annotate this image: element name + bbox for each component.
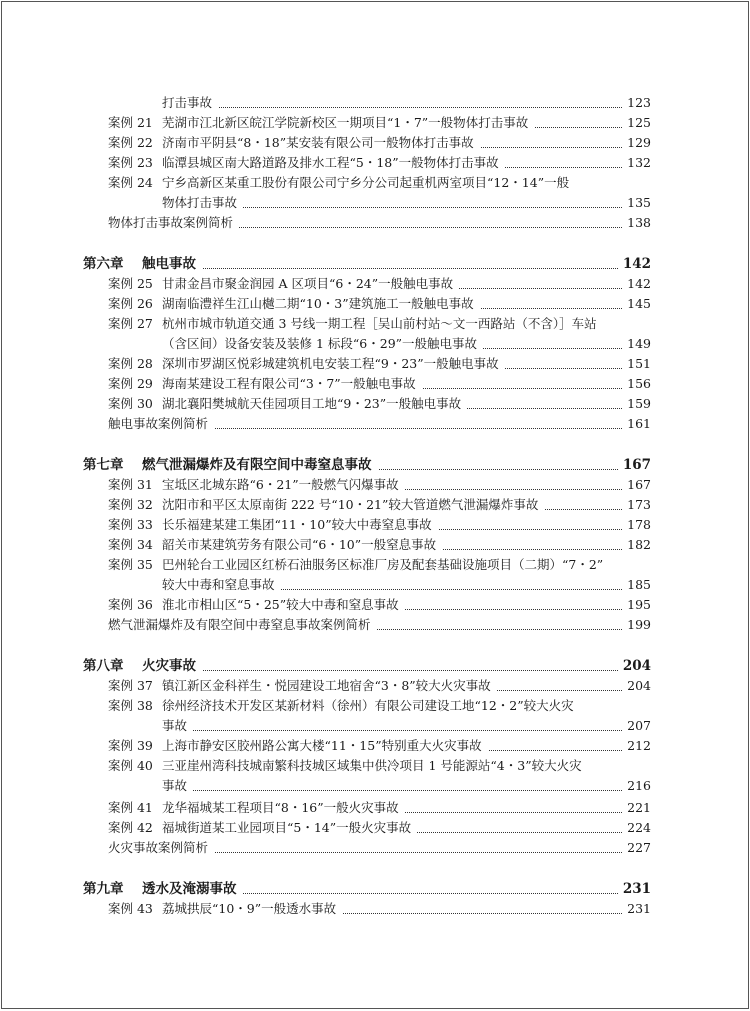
entry-title: （含区间）设备安装及装修 1 标段“6・29”一般触电事故 [162, 334, 483, 354]
entry-title: 燃气泄漏爆炸及有限空间中毒窒息事故案例简析 [108, 615, 377, 635]
chapter-label: 第六章 [83, 256, 124, 272]
chapter-label: 第九章 [83, 881, 124, 897]
entry-title: 宝坻区北城东路“6・21”一般燃气闪爆事故 [162, 475, 405, 495]
page-number: 167 [622, 475, 651, 495]
dot-leader [162, 770, 648, 791]
case-label: 案例 39 [108, 738, 153, 753]
case-label: 案例 38 [108, 698, 153, 713]
page-number: 224 [622, 818, 651, 838]
entry-title: 上海市静安区胶州路公寓大楼“11・15”特别重大火灾事故 [162, 736, 488, 756]
entry-title: 较大中毒和窒息事故 [162, 575, 281, 595]
entry-title: 事故 [162, 776, 193, 796]
page-number: 199 [622, 615, 651, 635]
page-number: 231 [618, 879, 651, 899]
entry-title: 打击事故 [162, 93, 218, 113]
case-label: 案例 35 [108, 557, 153, 572]
chapter-title: 透水及淹溺事故 [142, 879, 243, 899]
chapter-title: 燃气泄漏爆炸及有限空间中毒窒息事故 [142, 455, 378, 475]
case-label: 案例 41 [108, 800, 153, 815]
entry-title: 宁乡高新区某重工股份有限公司宁乡分公司起重机两室项目“12・14”一般 [162, 173, 575, 193]
entry-title: 物体打击事故 [162, 193, 243, 213]
entry-title: 龙华福城某工程项目“8・16”一般火灾事故 [162, 798, 405, 818]
case-label: 案例 29 [108, 376, 153, 391]
chapter-title: 触电事故 [142, 254, 202, 274]
toc-entry[interactable] [2, 899, 748, 919]
summary-row[interactable] [2, 615, 748, 635]
case-label: 案例 24 [108, 175, 153, 190]
entry-title: 徐州经济技术开发区某新材料（徐州）有限公司建设工地“12・2”较大火灾 [162, 696, 580, 716]
page-number: 159 [622, 394, 651, 414]
page-number: 123 [622, 93, 651, 113]
chapter-label: 第七章 [83, 457, 124, 473]
table-of-contents [2, 2, 748, 1008]
case-label: 案例 40 [108, 758, 153, 773]
entry-title: 物体打击事故案例简析 [108, 213, 239, 233]
page-number: 231 [622, 899, 651, 919]
case-label: 案例 22 [108, 135, 153, 150]
entry-title: 福城街道某工业园项目“5・14”一般火灾事故 [162, 818, 417, 838]
entry-title: 韶关市某建筑劳务有限公司“6・10”一般窒息事故 [162, 535, 442, 555]
entry-title: 巴州轮台工业园区红桥石油服务区标准厂房及配套基础设施项目（二期）“7・2” [162, 555, 609, 575]
entry-title: 济南市平阴县“8・18”某安装有限公司一般物体打击事故 [162, 133, 480, 153]
page-number: 182 [622, 535, 651, 555]
page-number: 161 [622, 414, 651, 434]
page-number: 212 [622, 736, 651, 756]
case-label: 案例 25 [108, 276, 153, 291]
entry-title: 甘肃金昌市聚金润园 A 区项目“6・24”一般触电事故 [162, 274, 459, 294]
case-label: 案例 32 [108, 497, 153, 512]
entry-title: 事故 [162, 716, 193, 736]
entry-title: 火灾事故案例简析 [108, 838, 214, 858]
case-label: 案例 34 [108, 537, 153, 552]
dot-leader [162, 87, 648, 108]
toc-entry[interactable] [2, 153, 748, 173]
entry-title: 沈阳市和平区太原南街 222 号“10・21”较大管道燃气泄漏爆炸事故 [162, 495, 544, 515]
entry-title: 触电事故案例简析 [108, 414, 214, 434]
case-label: 案例 30 [108, 396, 153, 411]
toc-entry[interactable] [2, 736, 748, 756]
dot-leader [142, 248, 648, 269]
chapter-label: 第八章 [83, 658, 124, 674]
toc-entry[interactable] [2, 294, 748, 314]
page-number: 173 [622, 495, 651, 515]
case-label: 案例 27 [108, 316, 153, 331]
page-number: 185 [622, 575, 651, 595]
page-number: 138 [622, 213, 651, 233]
toc-entry[interactable] [2, 535, 748, 555]
case-label: 案例 42 [108, 820, 153, 835]
toc-page [1, 1, 749, 1009]
case-label: 案例 26 [108, 296, 153, 311]
entry-title: 湖北襄阳樊城航天佳园项目工地“9・23”一般触电事故 [162, 394, 467, 414]
case-label: 案例 37 [108, 678, 153, 693]
case-label: 案例 28 [108, 356, 153, 371]
entry-title: 淮北市相山区“5・25”较大中毒和窒息事故 [162, 595, 405, 615]
toc-entry[interactable] [2, 676, 748, 696]
case-label: 案例 21 [108, 115, 153, 130]
entry-title: 杭州市城市轨道交通 3 号线一期工程［吴山前村站～文一西路站（不含）］车站 [162, 314, 603, 334]
page-number: 142 [622, 274, 651, 294]
entry-title: 深圳市罗湖区悦彩城建筑机电安装工程“9・23”一般触电事故 [162, 354, 505, 374]
page-number: 145 [622, 294, 651, 314]
case-label: 案例 23 [108, 155, 153, 170]
page-number: 195 [622, 595, 651, 615]
entry-title: 镇江新区金科祥生・悦园建设工地宿舍“3・8”较大火灾事故 [162, 676, 497, 696]
page-number: 216 [622, 776, 651, 796]
chapter-title: 火灾事故 [142, 656, 202, 676]
summary-row[interactable] [2, 213, 748, 233]
page-number: 204 [618, 656, 651, 676]
dot-leader [162, 710, 648, 731]
page-number: 156 [622, 374, 651, 394]
entry-title: 临潭县城区南大路道路及排水工程“5・18”一般物体打击事故 [162, 153, 505, 173]
entry-title: 海南某建设工程有限公司“3・7”一般触电事故 [162, 374, 422, 394]
summary-row[interactable] [2, 838, 748, 858]
case-label: 案例 33 [108, 517, 153, 532]
page-number: 178 [622, 515, 651, 535]
case-label: 案例 31 [108, 477, 153, 492]
summary-row[interactable] [2, 414, 748, 434]
case-label: 案例 36 [108, 597, 153, 612]
entry-title: 湖南临澧祥生江山樾二期“10・3”建筑施工一般触电事故 [162, 294, 480, 314]
page-number: 207 [622, 716, 651, 736]
entry-title: 长乐福建某建工集团“11・10”较大中毒窒息事故 [162, 515, 438, 535]
page-number: 125 [622, 113, 651, 133]
page-number: 129 [622, 133, 651, 153]
page-number: 167 [618, 455, 651, 475]
page-number: 221 [622, 798, 651, 818]
page-number: 135 [622, 193, 651, 213]
entry-title: 芜湖市江北新区皖江学院新校区一期项目“1・7”一般物体打击事故 [162, 113, 534, 133]
page-number: 204 [622, 676, 651, 696]
page-number: 151 [622, 354, 651, 374]
page-number: 132 [622, 153, 651, 173]
page-number: 149 [622, 334, 651, 354]
page-number: 227 [622, 838, 651, 858]
entry-title: 荔城拱辰“10・9”一般透水事故 [162, 899, 342, 919]
page-number: 142 [618, 254, 651, 274]
case-label: 案例 43 [108, 901, 153, 916]
entry-title: 三亚崖州湾科技城南繁科技城区域集中供冷项目 1 号能源站“4・3”较大火灾 [162, 756, 588, 776]
dot-leader [142, 650, 648, 671]
